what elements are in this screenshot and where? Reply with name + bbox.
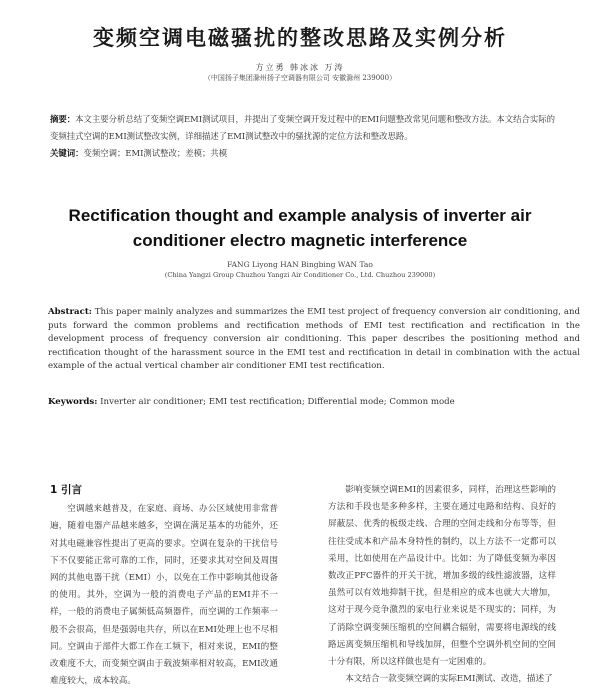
- en-keywords-text: Inverter air conditioner; EMI test rectification; Differential mode; Common mode: [97, 397, 455, 407]
- en-authors: FANG Liyong HAN Bingbing WAN Tao: [227, 260, 373, 269]
- body-column-left: [50, 482, 278, 690]
- body-paragraph-tail: 本文结合一款变频空调的实际EMI测试、改造，描述了: [345, 674, 553, 685]
- cn-keywords-label: 关键词：: [50, 148, 84, 158]
- section-heading: 1 引言: [50, 484, 82, 496]
- en-abstract-label: Abstract:: [48, 307, 92, 317]
- cn-affiliation: （中国扬子集团滁州扬子空调器有限公司 安徽滁州 239000）: [203, 74, 397, 82]
- cn-keywords: [50, 145, 555, 162]
- cn-abstract-label: 摘要：: [50, 114, 76, 124]
- en-keywords: [48, 397, 580, 407]
- en-affiliation: (China Yangzi Group Chuzhou Yangzi Air Conditioner Co., Ltd. Chuzhou 239000): [164, 271, 436, 279]
- en-abstract-text: This paper mainly analyzes and summarizes the EMI test project of frequency conversion air conditioning, and puts forward the common problems and rectification methods of EMI test rectification and rectification in the development process of frequency conversion air conditioning. This paper describes the positioning method and rectification thought of the harassment source in the EMI test and rectification in detail in combination with the actual example of the actual vertical chamber air conditioner EMI test rectification.: [48, 307, 580, 371]
- cn-authors: 方立勇 韩冰冰 万涛: [255, 63, 345, 72]
- cn-abstract: [50, 111, 555, 145]
- en-title-line1: Rectification thought and example analysis of inverter air: [68, 206, 532, 225]
- body-column-right: [328, 482, 556, 688]
- body-paragraph: 影响变频空调EMI的因素很多，同样，治理这些影响的方法和手段也是多种多样，主要在通过电路和结构、良好的屏蔽层、优秀的板级走线、合理的空间走线和分布等等，但往往受成本和产品本身特性的制约，以上方法不一定都可以采用，比如使用在产品设计中。比如：为了降低变频为率因数改正PFC器件的开关干扰，增加多级的线性滤波器，这样虽然可以有效地抑制干扰，但是相应的成本也就大大增加，这对于现今竞争激烈的家电行业来说是不现实的；同样，为了消除空调变频压缩机的空间耦合辐射，需要将电源线的线路远离变频压缩机和导线加屏，但整个空调外机空间的空间十分有限，所以这样做也是有一定困难的。: [328, 485, 556, 668]
- cn-title: 变频空调电磁骚扰的整改思路及实例分析: [93, 26, 507, 50]
- en-title: [0, 203, 600, 253]
- cn-abstract-text: 本文主要分析总结了变频空调EMI测试项目，并提出了变频空调开发过程中的EMI问题整改常见问题和整改方法。本文结合实际的变频挂式空调的EMI测试整改实例，详细描述了EMI测试整改中的骚扰源的定位方法和整改思路。: [50, 114, 555, 141]
- en-abstract: [48, 306, 580, 374]
- en-keywords-label: Keywords:: [48, 397, 98, 407]
- body-paragraph: 空调越来越普及，在家庭、商场、办公区域使用非常普遍，随着电器产品越来越多，空调在满足基本的功能外，还对其电磁兼容性提出了更高的要求。空调在复杂的干扰信号下不仅要能正常可靠的工作，同时，还要求其对空间及周围网的其他电器干扰（EMI）小，以免在工作中影响其他设备的使用。其外，空调为一般的消费电子产品的EMI并不一样，一般的消费电子属频低高频器件，而空调的工作频率一般不会很高，但是强弱电共存，所以在EMI处理上也不尽相同。空调由于部件大都工作在工频下，相对来说，EMI的整改难度不大，而变频空调由于载波频率相对较高，EMI改通难度较大，成本较高。: [50, 504, 278, 687]
- en-title-line2: conditioner electro magnetic interference: [132, 231, 468, 250]
- cn-abstract-block: [50, 111, 555, 162]
- cn-keywords-text: 变频空调；EMI测试整改；差模；共模: [83, 148, 228, 158]
